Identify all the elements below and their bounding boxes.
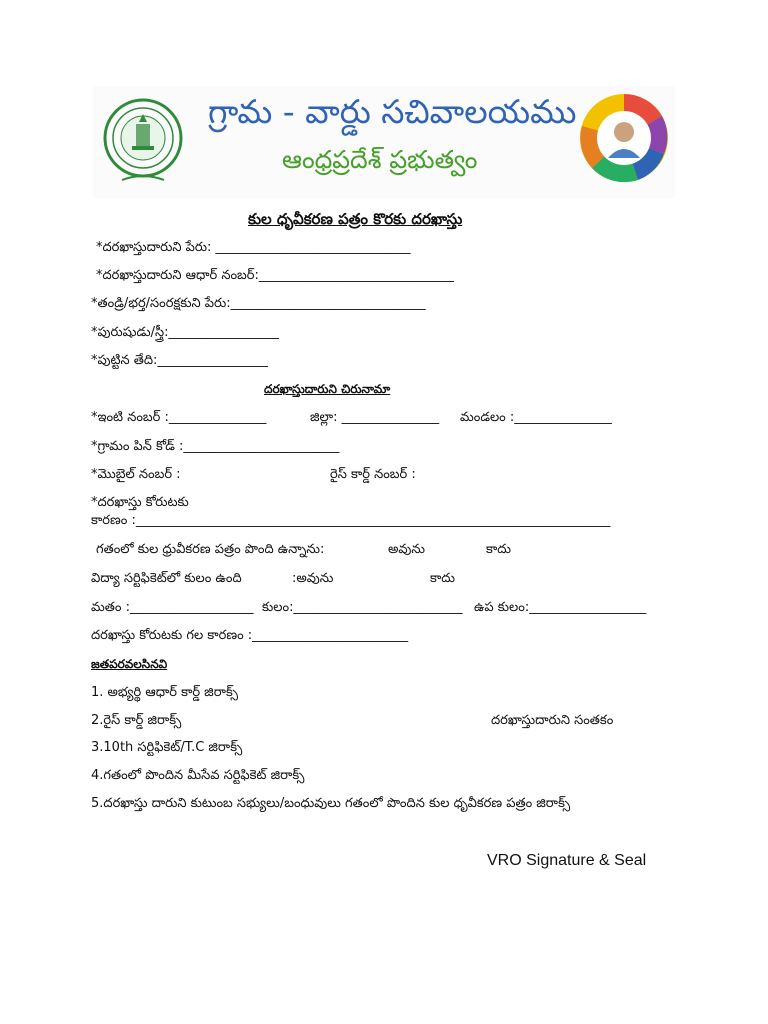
edu-cert-question: విద్యా సర్టిఫికెట్‌లో కులం ఉంది [91,571,242,586]
attachment-item: 2.రైస్ కార్డ్ జిరాక్స్ [91,713,182,728]
rice-card-field[interactable]: రైస్ కార్డ్ నంబర్ : [330,467,416,482]
vro-signature-label: VRO Signature & Seal [487,852,647,869]
edu-cert-yes-option[interactable]: :అవును [292,571,334,586]
reason2-field[interactable]: దరఖాస్తు కోరుటకు గల కారణం :________________________ [91,628,409,643]
religion-field[interactable]: మతం :___________________ [91,600,254,615]
form-title: కుల ధృవీకరణ పత్రం కొరకు దరఖాస్తు [248,210,463,228]
attachments-heading: జతపరవలసినవి [91,657,168,671]
edu-cert-no-option[interactable]: కాదు [430,571,455,586]
address-heading: దరఖాస్తుదారుని చిరునామా [264,382,391,396]
parent-name-field[interactable]: *తండ్రి/భర్త/సంరక్షకుని పేరు:______________________________ [91,296,426,311]
attachment-item: 4.గతంలో పొందిన మీసేవ సర్టిఫికెట్ జిరాక్స్ [91,768,305,783]
district-field[interactable]: జిల్లా: _______________ [310,410,440,425]
prev-cert-yes-option[interactable]: అవును [388,542,425,557]
dob-field[interactable]: *పుట్టిన తేది:_________________ [91,353,268,368]
applicant-name-field[interactable]: *దరఖాస్తుదారుని పేరు: ______________________________ [96,240,411,255]
applicant-aadhar-field[interactable]: *దరఖాస్తుదారుని ఆధార్ నంబర్:______________________________ [96,268,454,283]
applicant-signature-label: దరఖాస్తుదారుని సంతకం [491,713,614,728]
reason-label: *దరఖాస్తు కోరుటకు [91,495,189,510]
caste-field[interactable]: కులం:__________________________ [262,600,463,615]
attachment-item: 5.దరఖాస్తు దారుని కుటుంబ సభ్యులు/బంధువులు గతంలో పొందిన కుల ధృవీకరణ పత్రం జిరాక్స్ [91,796,571,811]
welfare-schemes-circle-icon [578,92,670,184]
house-number-field[interactable]: *ఇంటి నంబర్ :_______________ [91,410,267,425]
attachment-item: 1. అభ్యర్థి ఆధార్ కార్డ్ జిరాక్స్ [91,685,239,700]
header-title-line1: గ్రామ - వార్డు సచివాలయము [208,92,577,131]
prev-cert-no-option[interactable]: కాదు [486,542,511,557]
mandal-field[interactable]: మండలం :_______________ [460,410,612,425]
reason-field[interactable]: కారణం :_________________________________________________________________________ [91,513,611,528]
prev-cert-question: గతంలో కుల ధ్రువీకరణ పత్రం పొంది ఉన్నాను: [96,542,325,557]
header-title-line2: ఆంధ్రప్రదేశ్ ప్రభుత్వం [282,145,478,174]
mobile-field[interactable]: *మొబైల్ నంబర్ : [91,467,181,482]
state-emblem-icon [100,96,186,186]
attachment-item: 3.10th సర్టిఫికెట్/T.C జిరాక్స్ [91,740,243,755]
subcaste-field[interactable]: ఉప కులం:__________________ [474,600,647,615]
gender-field[interactable]: *పురుషుడు/స్త్రీ:_________________ [91,325,279,340]
village-pin-field[interactable]: *గ్రామం పిన్ కోడ్ :________________________ [91,439,340,454]
